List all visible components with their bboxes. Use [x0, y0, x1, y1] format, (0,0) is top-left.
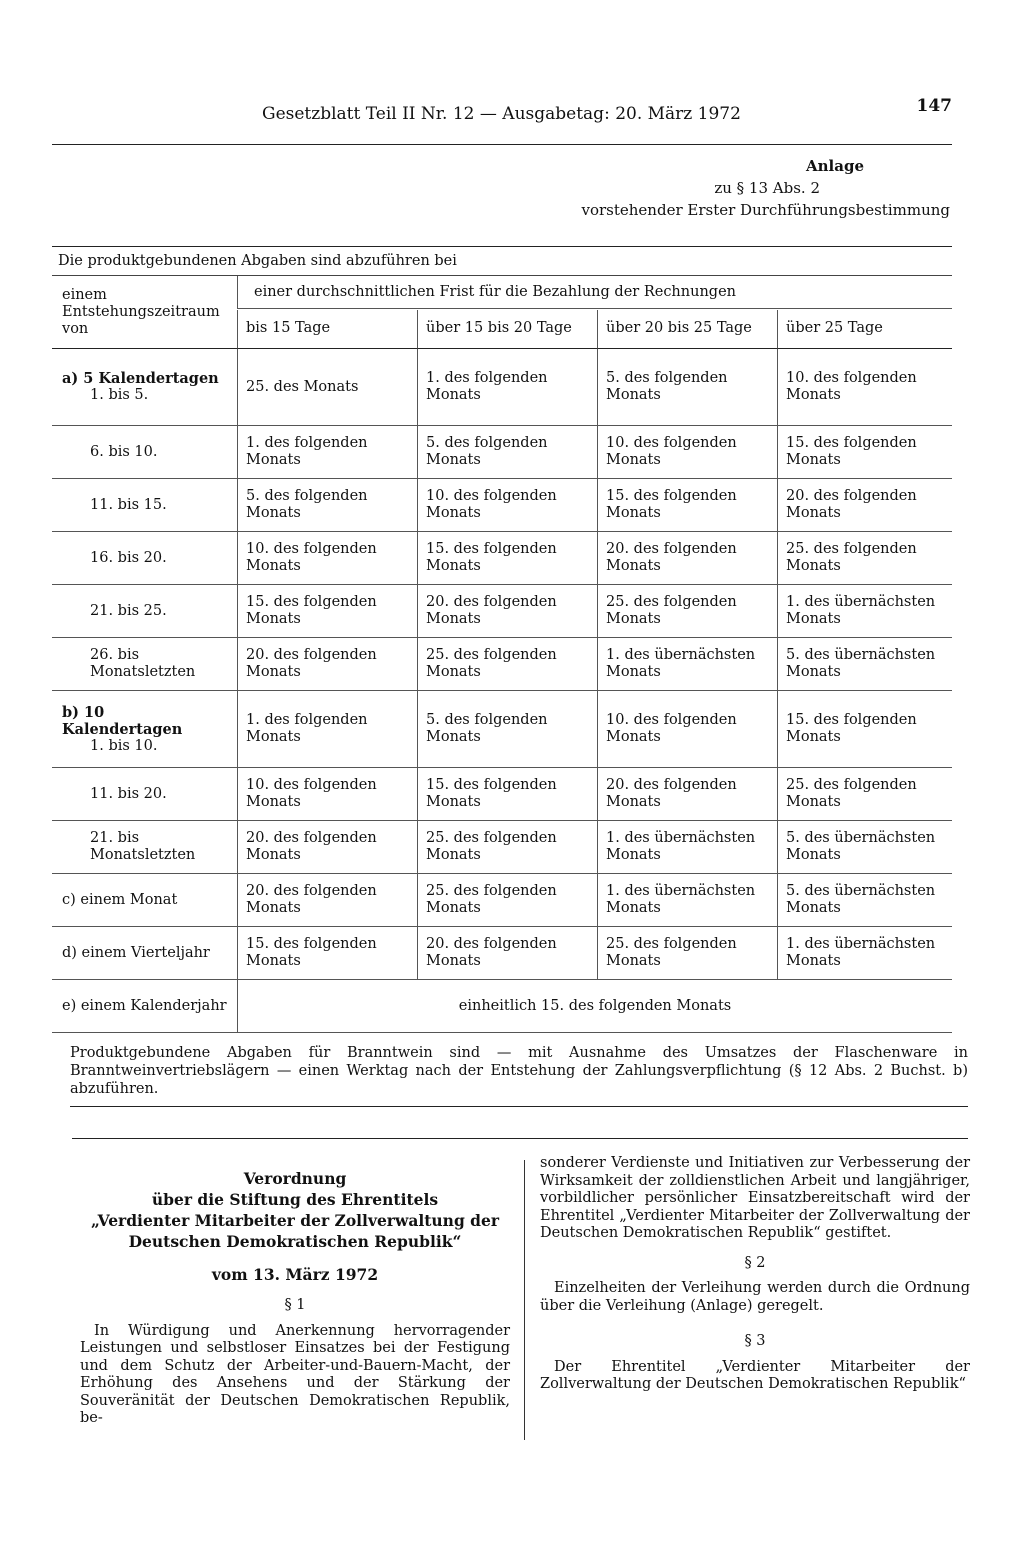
table-cell: 15. des folgenden Monats [417, 768, 597, 821]
col-header: über 15 bis 20 Tage [417, 310, 597, 349]
table-cell: 1. des übernächsten Monats [777, 927, 952, 980]
table-cell: 15. des folgenden Monats [777, 426, 952, 479]
row-label-text: 1. bis 5. [90, 387, 149, 403]
group-b-label: b) 10 Kalendertagen [62, 703, 183, 738]
anlage-line1: zu § 13 Abs. 2 [714, 179, 820, 197]
table-cell: 5. des folgenden Monats [237, 479, 417, 532]
section-text: Der Ehrentitel „Verdienter Mitarbeiter der Zollverwaltung der Deutschen Demokratischen Republik“ [540, 1358, 970, 1392]
payment-table [52, 246, 952, 1033]
verordnung-subtitle: über die Stiftung des Ehrentitels [151, 1190, 439, 1209]
verordnung-date: vom 13. März 1972 [211, 1265, 379, 1284]
row-label-text: 21. bis Monatsletzten [90, 830, 196, 863]
row-label-text: 11. bis 20. [90, 785, 167, 802]
table-intro: Die produktgebundenen Abgaben sind abzuführen bei [52, 247, 952, 276]
table-cell: 1. des folgenden Monats [417, 349, 597, 426]
row-label-text: 11. bis 15. [90, 496, 167, 513]
table-cell: 10. des folgenden Monats [597, 691, 777, 768]
row-label: e) einem Kalenderjahr [52, 980, 237, 1033]
group-a-label: a) 5 Kalendertagen [62, 370, 219, 387]
column-divider [524, 1160, 525, 1440]
row-label: c) einem Monat [52, 874, 237, 927]
table-cell: 20. des folgenden Monats [237, 638, 417, 691]
row-label-text: 21. bis 25. [90, 602, 167, 619]
row-label [52, 426, 237, 479]
table-cell: 10. des folgenden Monats [237, 532, 417, 585]
row-label [52, 638, 237, 691]
col-top-header: einer durchschnittlichen Frist für die Bezahlung der Rechnungen [237, 276, 952, 309]
table-cell: 20. des folgenden Monats [237, 821, 417, 874]
row-label [52, 585, 237, 638]
row-label [52, 691, 237, 768]
table-cell: 5. des folgenden Monats [417, 426, 597, 479]
table-cell: 1. des übernächsten Monats [597, 821, 777, 874]
row-label [52, 532, 237, 585]
section-divider [72, 1138, 968, 1139]
table-cell: 1. des übernächsten Monats [777, 585, 952, 638]
table-cell: 1. des folgenden Monats [237, 691, 417, 768]
table-cell: 25. des folgenden Monats [417, 638, 597, 691]
table-cell: 20. des folgenden Monats [597, 768, 777, 821]
row-label [52, 349, 237, 426]
table-cell: 5. des übernächsten Monats [777, 821, 952, 874]
col-left-header: einem Entstehungszeitraum von [52, 276, 237, 349]
table-cell: 15. des folgenden Monats [777, 691, 952, 768]
table-cell: 1. des übernächsten Monats [597, 874, 777, 927]
table-cell: 25. des folgenden Monats [597, 585, 777, 638]
anlage-block [560, 155, 950, 221]
header-title: Gesetzblatt Teil II Nr. 12 — Ausgabetag: 20. März 1972 [262, 104, 741, 124]
table-cell: 5. des übernächsten Monats [777, 874, 952, 927]
table-cell: 5. des folgenden Monats [597, 349, 777, 426]
table-cell: 20. des folgenden Monats [417, 927, 597, 980]
table-cell: 25. des folgenden Monats [597, 927, 777, 980]
table-cell: 5. des folgenden Monats [417, 691, 597, 768]
table-cell: 15. des folgenden Monats [597, 479, 777, 532]
row-label-text: 6. bis 10. [90, 443, 158, 460]
section-heading: § 3 [744, 1333, 766, 1349]
table-cell: 25. des Monats [237, 349, 417, 426]
row-label-text: 1. bis 10. [90, 737, 158, 754]
row-label: d) einem Vierteljahr [52, 927, 237, 980]
row-label-text: 16. bis 20. [90, 549, 167, 566]
table-cell: 5. des übernächsten Monats [777, 638, 952, 691]
verordnung-subtitle: „Verdienter Mitarbeiter der Zollverwaltung der [90, 1211, 500, 1230]
table-cell: 20. des folgenden Monats [597, 532, 777, 585]
table-cell: 20. des folgenden Monats [777, 479, 952, 532]
col-header: über 25 Tage [777, 310, 952, 349]
table-cell: 25. des folgenden Monats [417, 874, 597, 927]
section-heading: § 1 [284, 1297, 306, 1313]
table-cell: 1. des übernächsten Monats [597, 638, 777, 691]
row-label [52, 479, 237, 532]
left-column [80, 1168, 510, 1428]
section-text: In Würdigung und Anerkennung hervorragender Leistungen und selbstloser Einsatzes bei der Festigung und dem Schutz der Arbeiter-und-Bauern-Macht, der Erhöhung des Ansehens und der Stärkung der Souveränität der Deutschen Demokratischen Republik, be- [80, 1322, 510, 1426]
table-cell: 25. des folgenden Monats [777, 768, 952, 821]
table-grid [52, 276, 952, 1033]
row-label-text: 26. bis Monatsletzten [90, 647, 196, 680]
row-e-value: einheitlich 15. des folgenden Monats [237, 980, 952, 1033]
table-cell: 10. des folgenden Monats [417, 479, 597, 532]
verordnung-subtitle: Deutschen Demokratischen Republik“ [128, 1232, 462, 1251]
anlage-line2: vorstehender Erster Durchführungsbestimmung [581, 201, 950, 219]
footnote: Produktgebundene Abgaben für Branntwein sind — mit Ausnahme des Umsatzes der Flaschenware in Branntweinvertriebslägern — einen Werktag nach der Entstehung der Zahlungsverpflichtung (§ 12 Abs. 2 Buchst. b) abzuführen. [70, 1044, 968, 1107]
table-cell: 15. des folgenden Monats [237, 585, 417, 638]
table-cell: 1. des folgenden Monats [237, 426, 417, 479]
table-cell: 25. des folgenden Monats [417, 821, 597, 874]
right-column [540, 1155, 970, 1394]
page-header [52, 96, 952, 145]
table-cell: 15. des folgenden Monats [417, 532, 597, 585]
table-cell: 10. des folgenden Monats [597, 426, 777, 479]
col-header: bis 15 Tage [237, 310, 417, 349]
page-number: 147 [916, 96, 952, 116]
section-text: Einzelheiten der Verleihung werden durch die Ordnung über die Verleihung (Anlage) geregelt. [540, 1280, 970, 1314]
anlage-title: Anlage [806, 157, 864, 175]
section-text: sonderer Verdienste und Initiativen zur Verbesserung der Wirksamkeit der zolldienstlichen Arbeit und langjähriger, vorbildlicher persönlicher Einsatzbereitschaft wird der Ehrentitel „Verdienter Mitarbeiter der Zollverwaltung der Deutschen Demokratischen Republik“ gestiftet. [540, 1155, 970, 1241]
table-cell: 25. des folgenden Monats [777, 532, 952, 585]
section-heading: § 2 [744, 1254, 766, 1271]
col-header: über 20 bis 25 Tage [597, 310, 777, 349]
table-cell: 20. des folgenden Monats [417, 585, 597, 638]
table-cell: 10. des folgenden Monats [777, 349, 952, 426]
table-cell: 10. des folgenden Monats [237, 768, 417, 821]
table-cell: 20. des folgenden Monats [237, 874, 417, 927]
verordnung-title: Verordnung [243, 1169, 347, 1188]
table-cell: 15. des folgenden Monats [237, 927, 417, 980]
row-label [52, 821, 237, 874]
row-label [52, 768, 237, 821]
